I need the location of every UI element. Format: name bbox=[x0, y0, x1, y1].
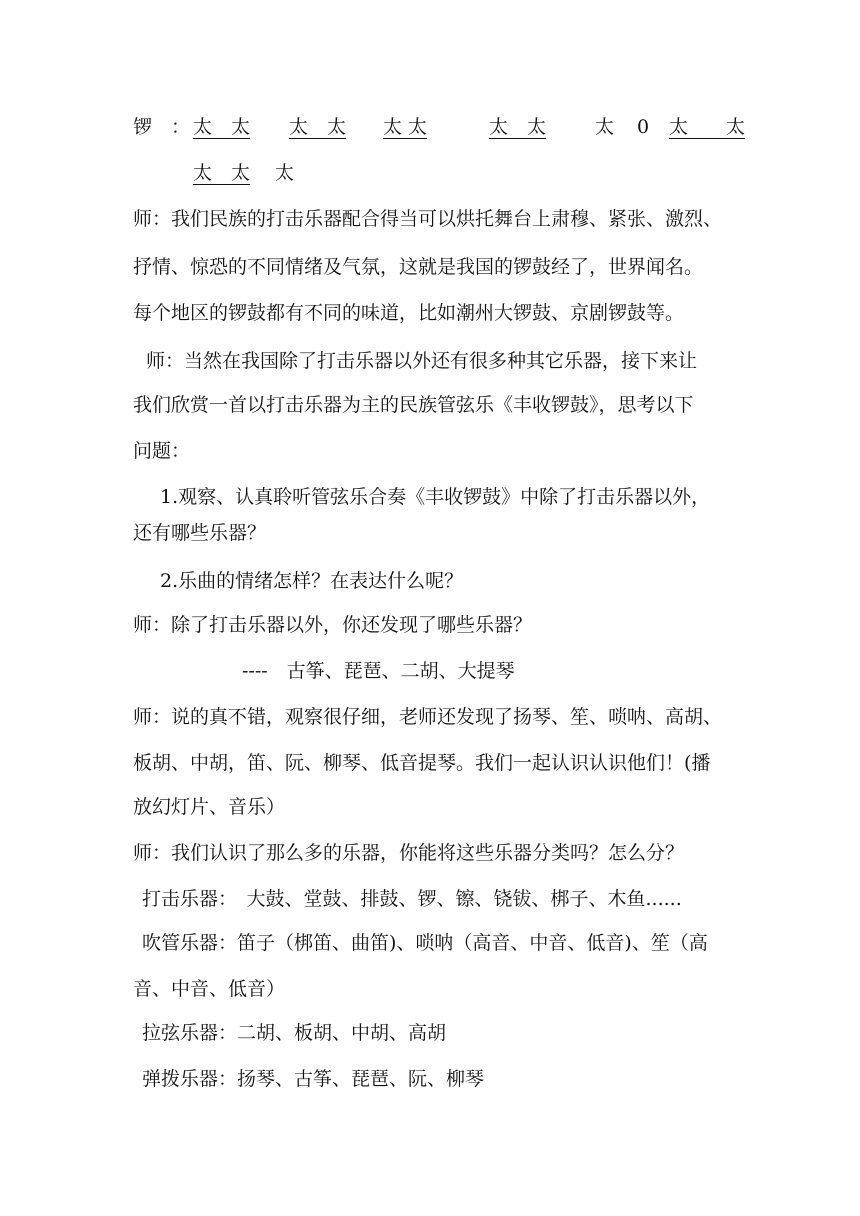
gong-beat-group: 太 太 bbox=[669, 116, 746, 138]
gong-notation-row-2 bbox=[193, 162, 393, 186]
gong-beat-group: 太 太 bbox=[489, 116, 547, 138]
paragraph-line: 师：我们认识了那么多的乐器，你能将这些乐器分类吗？怎么分？ bbox=[133, 842, 685, 864]
paragraph-line: 师：说的真不错，观察很仔细，老师还发现了扬琴、笙、唢呐、高胡、 bbox=[133, 706, 723, 728]
category-wind: 吹管乐器：笛子（梆笛、曲笛)、唢呐（高音、中音、低音)、笙（高 bbox=[142, 932, 708, 954]
gong-beat-group: 太 太 bbox=[289, 116, 347, 138]
paragraph-line: 每个地区的锣鼓都有不同的味道，比如潮州大锣鼓、京剧锣鼓等。 bbox=[133, 302, 685, 324]
gong-beat-group: 太 太 bbox=[193, 116, 251, 138]
paragraph-line: 抒情、惊恐的不同情绪及气氛，这就是我国的锣鼓经了，世界闻名。 bbox=[133, 256, 704, 278]
gong-beat-group: 太 太 bbox=[383, 116, 428, 138]
category-bowed-strings: 拉弦乐器：二胡、板胡、中胡、高胡 bbox=[142, 1022, 447, 1044]
answer-line: ---- 古筝、琵琶、二胡、大提琴 bbox=[242, 660, 515, 682]
paragraph-line: 师：我们民族的打击乐器配合得当可以烘托舞台上肃穆、紧张、激烈、 bbox=[133, 208, 723, 230]
category-wind-cont: 音、中音、低音） bbox=[133, 978, 286, 1000]
paragraph-line: 板胡、中胡，笛、阮、柳琴、低音提琴。我们一起认识认识他们！(播 bbox=[133, 752, 711, 774]
paragraph-line: 师：当然在我国除了打击乐器以外还有很多种其它乐器，接下来让 bbox=[146, 350, 698, 372]
question-1: 1.观察、认真聆听管弦乐合奏《丰收锣鼓》中除了打击乐器以外， bbox=[160, 486, 711, 508]
paragraph-line: 师：除了打击乐器以外，你还发现了哪些乐器？ bbox=[133, 614, 533, 636]
gong-rest: 0 bbox=[637, 116, 650, 138]
gong-beat-group: 太 太 bbox=[193, 162, 251, 184]
category-percussion: 打击乐器： 大鼓、堂鼓、排鼓、锣、镲、铙钹、梆子、木鱼...... bbox=[142, 888, 682, 910]
gong-colon: ： bbox=[171, 116, 191, 138]
gong-beat: 太 bbox=[595, 116, 615, 138]
paragraph-line: 放幻灯片、音乐） bbox=[133, 796, 286, 818]
question-2: 2.乐曲的情绪怎样？在表达什么呢？ bbox=[160, 570, 464, 592]
paragraph-line: 问题： bbox=[133, 440, 191, 462]
gong-beat: 太 bbox=[275, 162, 295, 184]
gong-notation-row bbox=[133, 116, 746, 140]
paragraph-line: 我们欣赏一首以打击乐器为主的民族管弦乐《丰收锣鼓》，思考以下 bbox=[133, 394, 694, 416]
question-1-cont: 还有哪些乐器？ bbox=[133, 522, 267, 544]
category-plucked-strings: 弹拨乐器：扬琴、古筝、琵琶、阮、柳琴 bbox=[142, 1068, 485, 1090]
gong-label: 锣 bbox=[133, 116, 153, 138]
